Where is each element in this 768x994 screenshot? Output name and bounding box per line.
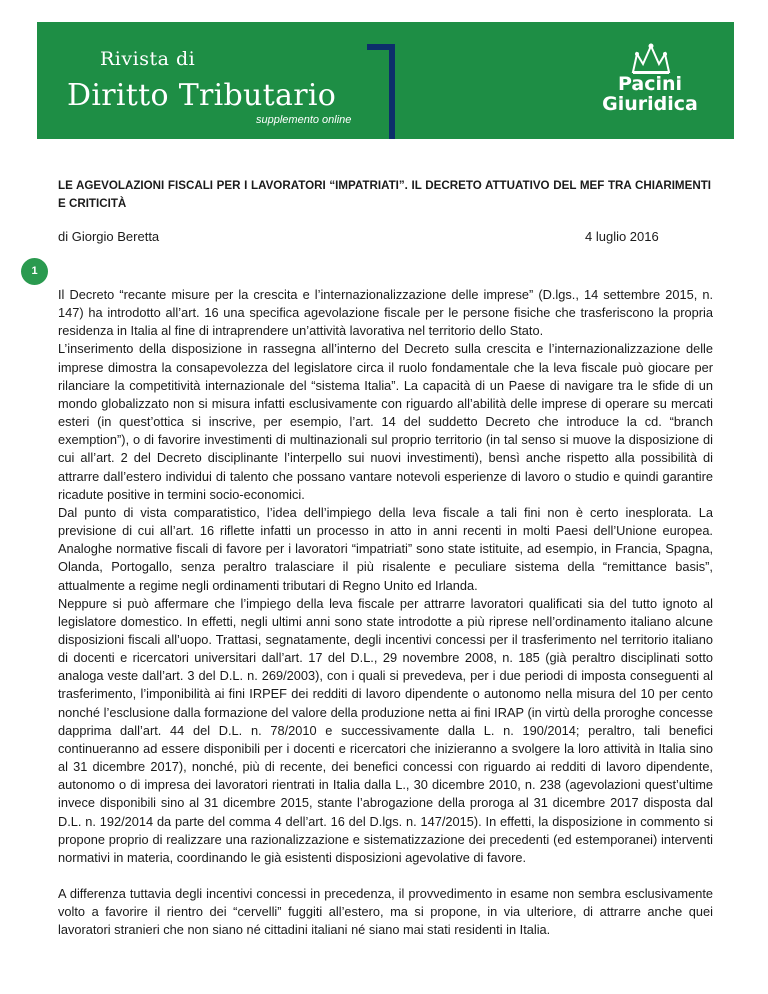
body-paragraph: Il Decreto “recante misure per la crescita e l’internazionalizzazione delle imprese” (D.lgs., 14 settembre 2015, n. 147) ha introdotto all’art. 16 una specifica agevolazione fiscale per le persone fisiche che trasferiscono la propria residenza in Italia al fine di intraprendere un’attività lavorativa nel territorio dello Stato.: [58, 287, 713, 339]
journal-banner: [37, 22, 734, 139]
body-paragraph: L’inserimento della disposizione in rassegna all’interno del Decreto sulla crescita e l’internazionalizzazione delle imprese dimostra la consapevolezza del legislatore circa il ruolo fondamentale che la leva fiscale può giocare per rilanciare la competitività internazionale del “sistema Italia”. La capacità di un Paese di navigare tra le sfide di un mondo globalizzato non si misura infatti esclusivamente con riguardo all’abilità delle imprese di operare su mercati esteri (in quest’ottica si inscrive, per esempio, l’art. 14 del suddetto Decreto che introduce la cd. “branch exemption”), o di favorire investimenti di multinazionali sul proprio territorio (in tal senso si muove la disposizione di cui all’art. 2 del Decreto disciplinante l’interpello sui nuovi investimenti), bensì anche rispetto alla possibilità di attrarre dall’estero individui di talento che possano vantare notevoli esperienze di lavoro o studio e quindi garantire ricadute positive in termini socio-economici.: [58, 341, 713, 502]
journal-subtitle: supplemento online: [256, 114, 352, 126]
publisher-name-line1: Pacini: [617, 73, 683, 95]
body-paragraph: Dal punto di vista comparatistico, l’idea dell’impiego della leva fiscale a tali fini non è certo inesplorata. La previsione di cui all’art. 16 riflette infatti un processo in atto in anni recenti in molti Paesi dell’Unione europea. Analoghe normative fiscali di favore per i lavoratori “impatriati” sono state istituite, ad esempio, in Francia, Spagna, Olanda, Portogallo, senza peraltro tralasciare il più risalente e peculiare sistema della “remittance basis”, attualmente a regime negli ordinamenti tributari di Regno Unito ed Irlanda.: [58, 504, 713, 593]
body-paragraph: A differenza tuttavia degli incentivi concessi in precedenza, il provvedimento in esame non sembra esclusivamente volto a favorire il rientro dei “cervelli” fuggiti all’estero, ma si propone, in via ulteriore, di attrarre anche quei lavoratori stranieri che non siano né cittadini italiani né siano mai stati residenti in Italia.: [58, 886, 713, 938]
page-number-badge: 1: [21, 258, 48, 285]
article-author: di Giorgio Beretta: [58, 229, 160, 244]
article-date: 4 luglio 2016: [585, 229, 659, 244]
article-title: LE AGEVOLAZIONI FISCALI PER I LAVORATORI “IMPATRIATI”. IL DECRETO ATTUATIVO DEL MEF TRA CHIARIMENTI E CRITICITÀ: [58, 179, 711, 210]
body-paragraph: Neppure si può affermare che l’impiego della leva fiscale per attrarre lavoratori qualificati sia del tutto ignoto al legislatore domestico. In effetti, negli ultimi anni sono state introdotte a più riprese nell’ordinamento italiano alcune disposizioni fiscali all’uopo. Trattasi, segnatamente, degli incentivi concessi per il trasferimento nel territorio italiano di docenti e ricercatori universitari dall’art. 17 del D.L., 29 novembre 2008, n. 185 (già peraltro disciplinati sotto analoga veste dall’art. 3 del D.L. n. 269/2003), con i quali si prevedeva, per i due periodi di imposta conseguenti al trasferimento, l’imponibilità ai fini IRPEF dei redditi di lavoro dipendente o autonomo nella misura del 10 per cento nonché l’esclusione dalla formazione del valore della produzione netta ai fini IRAP (in virtù della proroghe concesse dapprima dall’art. 44 del D.L. n. 78/2010 e successivamente dalla L. n. 190/2014; peraltro, tali benefici continueranno ad essere disponibili per i docenti e ricercatori che inizieranno a svolgere la loro attività in Italia sino al 31 dicembre 2017), nonché, più di recente, dei benefici concessi con riguardo ai redditi di lavoro dipendente, autonomo o di impresa dei lavoratori rientrati in Italia dalla L., 30 dicembre 2010, n. 238 (agevolazioni quest’ultime invece disponibili sino al 31 dicembre 2015, stante l’abrogazione della proroga al 31 dicembre 2017 disposta dal D.L. n. 192/2014 da parte del comma 4 dell’art. 16 del D.lgs. n. 147/2015). In effetti, la disposizione in commento si propone proprio di realizzare una razionalizzazione e sistematizzazione dei precedenti (ed estemporanei) interventi normativi in materia, coordinando le già esistenti disposizioni agevolative di favore.: [58, 595, 713, 865]
journal-title: Diritto Tributario: [67, 78, 337, 113]
publisher-logo: [585, 74, 715, 114]
article-body: [58, 286, 713, 939]
journal-name-line1: Rivista di: [100, 48, 196, 70]
publisher-name-line2: Giuridica: [602, 93, 698, 115]
bracket-decoration: [389, 44, 395, 139]
publisher-crest-icon: [627, 42, 675, 76]
